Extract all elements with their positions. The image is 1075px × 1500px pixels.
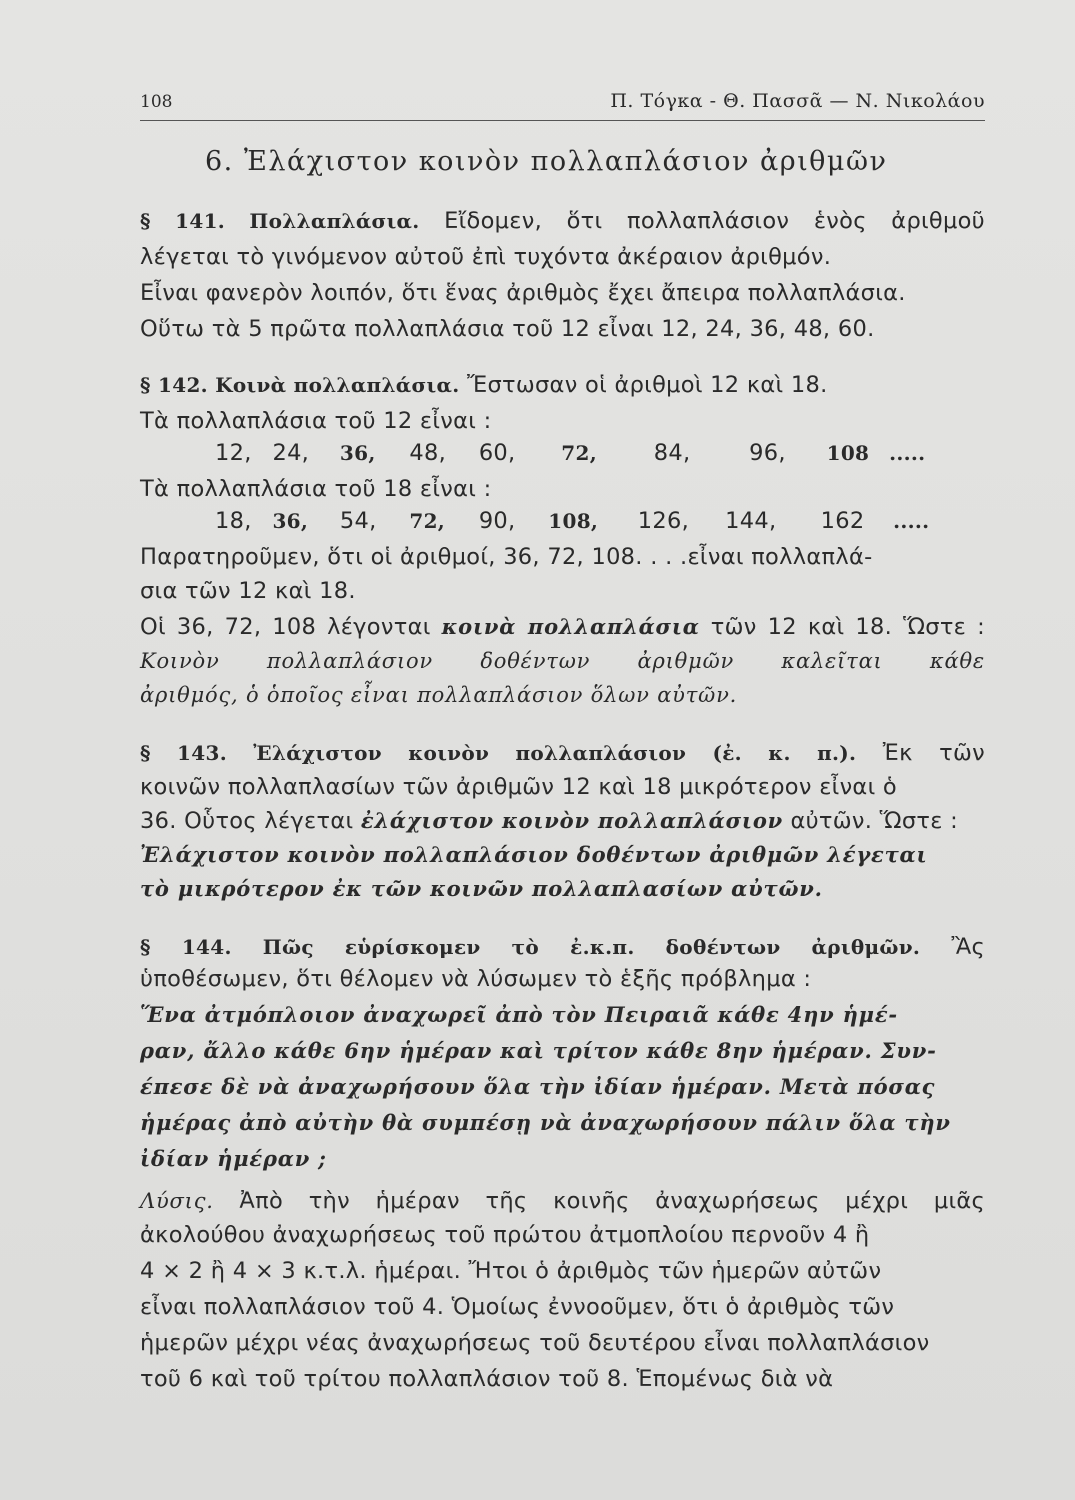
p144-heading: § 144. Πῶς εὑρίσκομεν τὸ ἐ.κ.π. δοθέντων ἀριθμῶν.: [140, 935, 921, 959]
p142-line-6: Οἱ 36, 72, 108 λέγονται κοινὰ πολλαπλάσια τῶν 12 καὶ 18. Ὥστε :: [140, 614, 986, 640]
solution-line-2: ἀκολούθου ἀναχωρήσεως τοῦ πρώτου ἀτμοπλοίου περνοῦν 4 ἢ: [140, 1222, 870, 1248]
p141-line-4: Οὕτω τὰ 5 πρῶτα πολλαπλάσια τοῦ 12 εἶναι 12, 24, 36, 48, 60.: [140, 316, 875, 342]
p143-line-1: § 143. Ἐλάχιστον κοινὸν πολλαπλάσιον (ἐ. κ. π.). Ἐκ τῶν: [140, 740, 985, 766]
p143-heading: § 143. Ἐλάχιστον κοινὸν πολλαπλάσιον (ἐ. κ. π.).: [140, 741, 857, 765]
p143-definition-line-1: Ἐλάχιστον κοινὸν πολλαπλάσιον δοθέντων ἀριθμῶν λέγεται: [140, 842, 928, 867]
running-head-authors: Π. Τόγκα - Θ. Πασσᾶ — Ν. Νικολάου: [610, 90, 985, 112]
solution-label: Λύσις.: [140, 1189, 214, 1213]
solution-line-6: τοῦ 6 καὶ τοῦ τρίτου πολλαπλάσιον τοῦ 8. Ἑπομένως διὰ νὰ: [140, 1366, 834, 1392]
page-header: [140, 88, 985, 121]
p142-line-1: § 142. Κοινὰ πολλαπλάσια. Ἔστωσαν οἱ ἀριθμοὶ 12 καὶ 18.: [140, 372, 828, 398]
multiples-of-18-row: 18, 36, 54, 72, 90, 108, 126, 144, 162 .....: [215, 508, 930, 534]
problem-line-2: ραν, ἄλλο κάθε 6ην ἡμέραν καὶ τρίτον κάθε 8ην ἡμέραν. Συν-: [140, 1038, 937, 1063]
p142-definition-line-1: Κοινὸν πολλαπλάσιον δοθέντων ἀριθμῶν καλεῖται κάθε: [140, 649, 985, 673]
problem-line-5: ἰδίαν ἡμέραν ;: [140, 1146, 327, 1171]
solution-line-4: εἶναι πολλαπλάσιον τοῦ 4. Ὁμοίως ἐννοοῦμεν, ὅτι ὁ ἀριθμὸς τῶν: [140, 1294, 895, 1320]
multiples-of-12-row: 12, 24, 36, 48, 60, 72, 84, 96, 108 .....: [215, 440, 926, 466]
p141-line-3: Εἶναι φανερὸν λοιπόν, ὅτι ἕνας ἀριθμὸς ἔχει ἄπειρα πολλαπλάσια.: [140, 280, 906, 306]
page-number: 108: [140, 92, 173, 112]
p143-line-3: 36. Οὗτος λέγεται ἐλάχιστον κοινὸν πολλαπλάσιον αὐτῶν. Ὥστε :: [140, 808, 959, 834]
p142-definition-line-2: ἀριθμός, ὁ ὁποῖος εἶναι πολλαπλάσιον ὅλων αὐτῶν.: [140, 683, 738, 707]
p141-line-1: § 141. Πολλαπλάσια. Εἴδομεν, ὅτι πολλαπλάσιον ἑνὸς ἀριθμοῦ: [140, 208, 986, 234]
p142-heading: § 142. Κοινὰ πολλαπλάσια.: [140, 373, 460, 397]
section-title: 6. Ἐλάχιστον κοινὸν πολλαπλάσιον ἀριθμῶν: [205, 146, 888, 177]
solution-line-3: 4 × 2 ἢ 4 × 3 κ.τ.λ. ἡμέραι. Ἤτοι ὁ ἀριθμὸς τῶν ἡμερῶν αὐτῶν: [140, 1258, 882, 1284]
p143-line-2: κοινῶν πολλαπλασίων τῶν ἀριθμῶν 12 καὶ 18 μικρότερον εἶναι ὁ: [140, 774, 897, 800]
p143-definition-line-2: τὸ μικρότερον ἐκ τῶν κοινῶν πολλαπλασίων αὐτῶν.: [140, 876, 823, 901]
p144-line-1: § 144. Πῶς εὑρίσκομεν τὸ ἐ.κ.π. δοθέντων ἀριθμῶν. Ἂς: [140, 934, 985, 960]
solution-line-1: Λύσις. Ἀπὸ τὴν ἡμέραν τῆς κοινῆς ἀναχωρήσεως μέχρι μιᾶς: [140, 1188, 985, 1214]
p141-line-2: λέγεται τὸ γινόμενον αὐτοῦ ἐπὶ τυχόντα ἀκέραιον ἀριθμόν.: [140, 244, 832, 270]
problem-line-3: έπεσε δὲ νὰ ἀναχωρήσουν ὅλα τὴν ἰδίαν ἡμέραν. Μετὰ πόσας: [140, 1074, 936, 1099]
p142-line-5: σια τῶν 12 καὶ 18.: [140, 578, 356, 604]
p142-line-4: Παρατηροῦμεν, ὅτι οἱ ἀριθμοί, 36, 72, 108. . . .εἶναι πολλαπλά-: [140, 544, 873, 570]
p144-line-2: ὑποθέσωμεν, ὅτι θέλομεν νὰ λύσωμεν τὸ ἑξῆς πρόβλημα :: [140, 966, 812, 992]
problem-line-1: Ἕνα ἀτμόπλοιον ἀναχωρεῖ ἀπὸ τὸν Πειραιᾶ κάθε 4ην ἡμέ-: [140, 1002, 898, 1027]
solution-line-5: ἡμερῶν μέχρι νέας ἀναχωρήσεως τοῦ δευτέρου εἶναι πολλαπλάσιον: [140, 1330, 930, 1356]
p142-line-3: Τὰ πολλαπλάσια τοῦ 18 εἶναι :: [140, 476, 492, 502]
p141-heading: § 141. Πολλαπλάσια.: [140, 209, 420, 233]
problem-line-4: ἡμέρας ἀπὸ αὐτὴν θὰ συμπέσῃ νὰ ἀναχωρήσουν πάλιν ὅλα τὴν: [140, 1110, 951, 1135]
p142-line-2: Τὰ πολλαπλάσια τοῦ 12 εἶναι :: [140, 408, 492, 434]
